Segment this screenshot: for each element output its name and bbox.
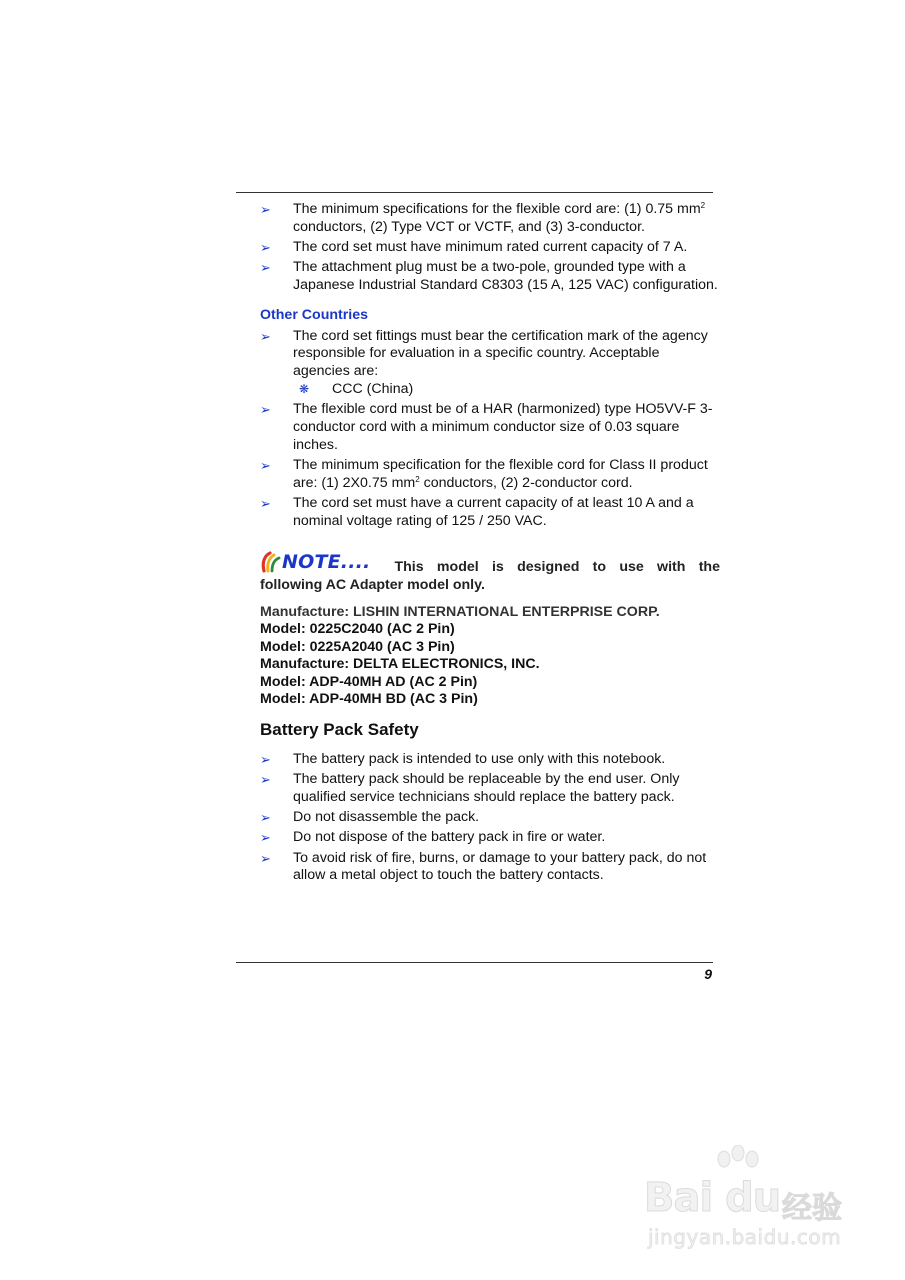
watermark-url: jingyan.baidu.com xyxy=(648,1225,842,1249)
watermark-cn: 经验 xyxy=(782,1191,842,1226)
battery-list xyxy=(260,751,720,885)
arrow-bullet-icon: ➢ xyxy=(260,202,271,217)
arrow-bullet-icon: ➢ xyxy=(260,810,271,826)
baidu-watermark xyxy=(640,1145,870,1250)
other-countries-heading: Other Countries xyxy=(260,306,368,323)
japan-cord-list xyxy=(260,201,720,295)
agency-list xyxy=(293,381,720,399)
arrow-bullet-icon: ➢ xyxy=(260,495,271,511)
arrow-bullet-icon: ➢ xyxy=(260,850,271,866)
arrow-bullet-icon: ➢ xyxy=(260,772,271,788)
page-number: 9 xyxy=(704,966,712,982)
manufacturer-line: Manufacture: LISHIN INTERNATIONAL ENTERPRISE CORP. xyxy=(260,603,660,620)
list-item: ➢ The battery pack is intended to use only with this notebook. xyxy=(260,751,666,768)
adapter-models xyxy=(260,604,720,710)
note-pencil-icon xyxy=(260,551,282,573)
note-logo xyxy=(260,551,370,573)
list-item: ➢ The cord set must have minimum rated current capacity of 7 A. xyxy=(260,238,688,255)
list-item: ➢ The attachment plug must be a two-pole, grounded type with a Japanese Industrial Standard C8303 (15 A, 125 VAC) configuration. xyxy=(260,259,718,293)
battery-section-heading: Battery Pack Safety xyxy=(260,720,419,740)
agency-item: ❋ CCC (China) xyxy=(299,380,414,397)
footer-rule xyxy=(236,962,713,963)
header-rule xyxy=(236,192,713,193)
arrow-bullet-icon: ➢ xyxy=(260,260,271,276)
note-block xyxy=(260,551,720,594)
list-item: ➢ The minimum specification for the flexible cord for Class II product are: (1) 2X0.75 $mm^2$ conductors, (2) 2-conductor cord. xyxy=(260,456,708,491)
model-line: Model: ADP-40MH AD (AC 2 Pin) xyxy=(260,673,478,690)
manufacturer-line: Manufacture: DELTA ELECTRONICS, INC. xyxy=(260,656,540,673)
list-item: ➢ The minimum specifications for the flexible cord are: (1) 0.75 $mm^2$ conductors, (2) Type VCT or VCTF, and (3) 3-conductor. xyxy=(260,201,706,235)
arrow-bullet-icon: ➢ xyxy=(260,402,271,418)
model-line: Model: 0225C2040 (AC 2 Pin) xyxy=(260,621,455,638)
page-content xyxy=(260,201,720,888)
note-text: This model is designed to use with the following AC Adapter model only. xyxy=(260,558,720,593)
watermark-brand: Bai du xyxy=(644,1175,781,1221)
list-item: ➢ The battery pack should be replaceable by the end user. Only qualified service technicians should replace the battery pack. xyxy=(260,771,680,806)
list-item: ➢ Do not dispose of the battery pack in fire or water. xyxy=(260,829,606,846)
list-item: ➢ The flexible cord must be of a HAR (harmonized) type HO5VV-F 3-conductor cord with a minimum conductor size of 0.03 square inches. xyxy=(260,401,713,453)
other-countries-list xyxy=(260,328,720,531)
list-item: ➢ Do not disassemble the pack. xyxy=(260,809,480,826)
model-line: Model: ADP-40MH BD (AC 3 Pin) xyxy=(260,691,478,708)
arrow-bullet-icon: ➢ xyxy=(260,830,271,846)
list-item: ➢ To avoid risk of fire, burns, or damage to your battery pack, do not allow a metal object to touch the battery contacts. xyxy=(260,849,707,884)
arrow-bullet-icon: ➢ xyxy=(260,752,271,768)
model-line: Model: 0225A2040 (AC 3 Pin) xyxy=(260,638,455,655)
arrow-bullet-icon: ➢ xyxy=(260,239,271,255)
note-logo-text: NOTE.... xyxy=(282,550,371,573)
list-item: ➢ The cord set fittings must bear the certification mark of the agency responsible for evaluation in a specific country. Acceptable agencies are: ❋ CCC (China) xyxy=(260,328,720,399)
list-item: ➢ The cord set must have a current capacity of at least 10 A and a nominal voltage rating of 125 / 250 VAC. xyxy=(260,494,694,529)
arrow-bullet-icon: ➢ xyxy=(260,457,271,473)
asterisk-bullet-icon: ❋ xyxy=(299,381,310,396)
arrow-bullet-icon: ➢ xyxy=(260,328,271,344)
